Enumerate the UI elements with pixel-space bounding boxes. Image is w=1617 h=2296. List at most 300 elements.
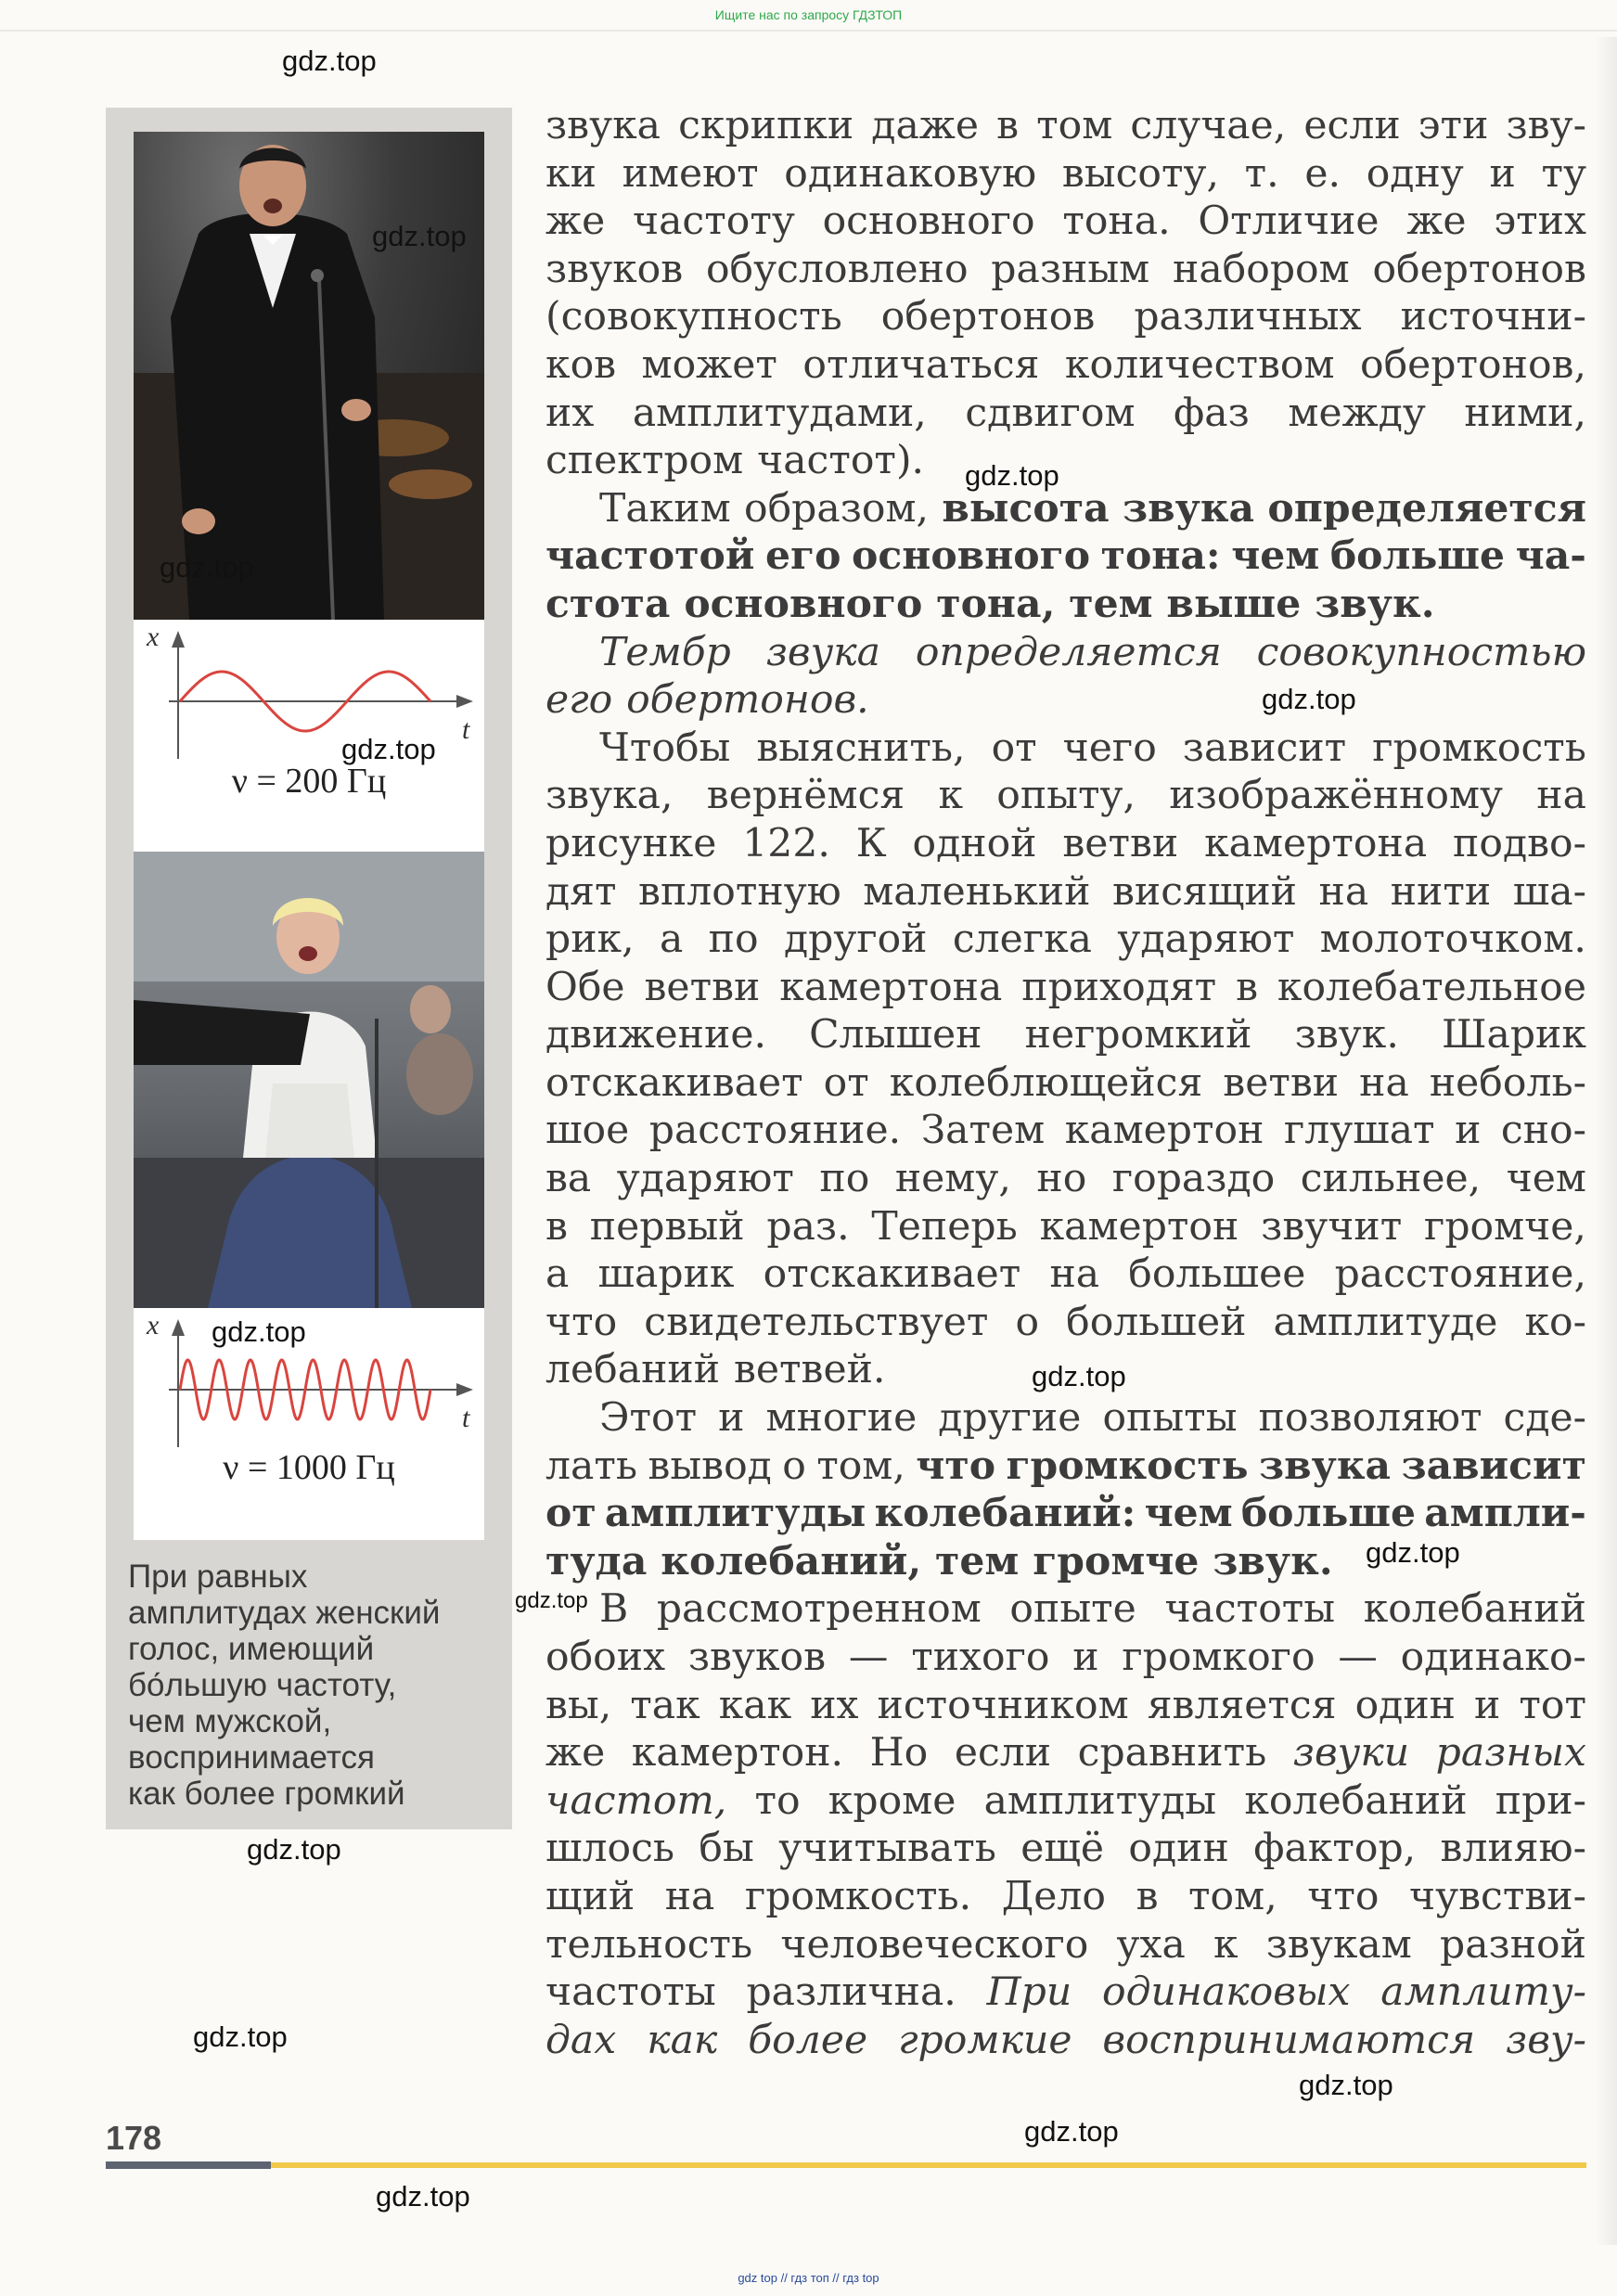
word: дят [545,868,617,915]
word: стота [545,580,671,627]
word: и [1489,150,1516,197]
text-line [545,868,1586,917]
word: первый [589,1203,745,1250]
word: спектром [545,438,744,484]
word: один [1128,1826,1229,1872]
word: колебательное [1277,964,1586,1010]
word: звука, [545,773,674,819]
watermark: gdz.top [1024,2115,1119,2148]
word: большее [1128,1251,1306,1298]
word: камертон [1064,1108,1264,1154]
text-line [545,532,1586,581]
footer-bar-dark [106,2161,271,2169]
word: том, [1188,1873,1277,1919]
word: отскакивает [763,1251,1021,1298]
text-line [545,1011,1586,1059]
word: т. [1244,150,1279,197]
word: ветвей. [733,1347,886,1393]
word: колеблющейся [889,1059,1203,1106]
text-line [545,916,1586,964]
text-line [545,725,1586,773]
word: большей [1066,1299,1247,1345]
word: нити [1390,868,1492,915]
word: колебаний, [661,1537,922,1584]
word: человеческого [780,1921,1089,1968]
word: о [782,1443,806,1489]
word: определяется [1267,484,1586,532]
watermark: gdz.top [376,2180,470,2213]
word: отличаться [802,341,1040,388]
word: ков [545,341,617,388]
footer-bar-gold [271,2162,1586,2168]
word: различна. [746,1969,956,2016]
text-line [545,1299,1586,1347]
x-axis-arrow [456,695,473,708]
word: звук. [1294,1012,1399,1058]
word: Отличие [1198,199,1380,245]
word: ча- [1515,532,1586,580]
watermark: gdz.top [247,1833,341,1866]
word: частотой [545,532,755,580]
page-number: 178 [106,2119,162,2157]
word: Теперь [871,1203,1018,1250]
word: может [641,341,777,388]
word: учитывать [778,1826,996,1872]
word: как [718,1682,792,1728]
word: шарик [597,1251,735,1298]
word: тона, [936,580,1056,627]
word: звуки [1292,1730,1410,1777]
word: основного [851,532,1091,580]
word: зависит [1182,725,1347,771]
word: же [1406,199,1467,245]
word: В [599,1586,629,1633]
word: обертонов [1372,246,1586,292]
word: камертона [1204,820,1428,866]
word: кроме [828,1777,956,1824]
word: громкого [1122,1635,1315,1680]
word: ветви [644,964,761,1010]
word: на [664,1873,715,1919]
word: частот). [757,438,925,484]
word: одну [1366,150,1464,197]
word: как [647,2017,718,2063]
word: громче [1033,1537,1200,1584]
female-singer-photo [134,852,484,1308]
word: дах [545,2017,617,2063]
word: тона. [1062,199,1171,245]
word: другие [938,1395,1082,1442]
word: частот, [545,1777,727,1824]
word: разных [1435,1730,1586,1777]
t-axis-label: t [462,714,470,745]
word: но [1036,1156,1087,1202]
word: же [545,199,606,245]
word: основного [822,199,1035,245]
word: амплитуды [604,1490,866,1537]
word: гораздо [1111,1156,1276,1202]
word: если [954,1730,1052,1777]
word: глушат [1283,1108,1435,1154]
word: Слышен [809,1012,982,1058]
word: ко- [1524,1299,1586,1345]
word: а [659,917,684,963]
text-line [545,1585,1586,1634]
word: в [1136,1873,1159,1919]
text-line [545,102,1586,150]
text-line [545,772,1586,820]
word: выше [1166,580,1302,627]
word: определяется [915,629,1222,675]
word: рисунке [545,820,717,866]
word: скрипки [678,103,854,148]
word: влияю- [1440,1826,1586,1872]
t-axis-label: t [462,1403,470,1433]
sine-graph-1000hz [134,1308,484,1540]
word: том [1036,103,1113,148]
word: ветви [1062,820,1179,866]
word: Обе [545,964,625,1010]
word: высота [942,484,1110,532]
word: амплиту- [1380,1969,1586,2016]
word: Но [869,1730,929,1777]
frequency-label-1000hz: ν = 1000 Гц [223,1448,395,1487]
word: звучит [1261,1203,1403,1250]
word: вывод [648,1443,772,1489]
word: громче, [1424,1203,1586,1250]
word: звука [765,629,880,675]
word: чего [1062,725,1157,771]
word: Чтобы [599,725,731,771]
word: тот [1519,1682,1586,1728]
text-line [545,198,1586,246]
word: камертона [779,964,1003,1010]
watermark: gdz.top [965,459,1059,492]
word: отскакивает [545,1059,803,1106]
word: звука [1122,484,1255,532]
top-divider [0,30,1617,32]
caption-line: бо́льшую частоту, [128,1667,397,1703]
word: тихого [911,1635,1050,1680]
main-text [545,102,1586,2064]
word: ша- [1512,868,1586,915]
word: звука [1258,1442,1392,1489]
word: различных [1134,294,1362,340]
text-line [545,1873,1586,1921]
word: шое [545,1108,630,1154]
word: является [1147,1682,1337,1728]
word: в [1236,964,1258,1010]
word: этих [1494,199,1586,245]
word: ту [1541,150,1586,197]
text-line [545,150,1586,199]
word: количеством [1064,341,1335,388]
word: одинаковую [784,150,1037,197]
word: раз. [766,1203,850,1250]
word: частоты [545,1969,716,2016]
text-line [545,1969,1586,2017]
figure-caption [128,1558,499,1812]
word: одинаковых [1102,1969,1351,2016]
word: рик, [545,917,635,963]
word: зву- [1506,2017,1586,2063]
word: источни- [1400,294,1586,340]
word: звуков [687,1635,827,1680]
word: к [1213,1921,1238,1968]
word: ещё [1020,1826,1105,1872]
caption-line: чем мужской, [128,1703,332,1739]
word: висящий [1111,868,1298,915]
word: их [545,390,595,436]
word: 122. [742,820,830,866]
watermark: gdz.top [282,45,377,77]
word: и [1455,1108,1482,1154]
word: сдвигом [965,390,1136,436]
word: образом, [743,485,930,532]
word: туда [545,1537,648,1584]
word: разным [991,246,1150,292]
word: же [545,1730,606,1777]
word: колебаний [1244,1777,1468,1824]
word: что [916,1442,996,1489]
word: более [748,2017,868,2063]
word: на [1318,868,1369,915]
word: обусловлено [705,246,969,292]
word: расстояние. [648,1108,902,1154]
word: звуков [545,246,684,292]
word: звукам [1265,1921,1412,1968]
word: воспринимаются [1102,2017,1476,2063]
word: камертон. [631,1730,844,1777]
word: вплотную [638,868,841,915]
text-line [545,2017,1586,2065]
word: и [718,1395,745,1442]
male-singer-photo [134,132,484,620]
word: что [545,1299,618,1345]
text-line [545,1777,1586,1826]
word: опыте [1009,1586,1136,1633]
word: обертонов, [1359,341,1586,388]
word: амплитуды [983,1777,1217,1824]
word: ампли- [1424,1490,1586,1537]
top-banner: Ищите нас по запросу ГДЗТОП [714,7,903,22]
word: том, [816,1443,905,1489]
caption-line: как более громкий [128,1776,405,1812]
word: Шарик [1442,1012,1586,1058]
word: — [1338,1635,1378,1680]
frequency-label-200hz: ν = 200 Гц [231,762,387,801]
text-line [545,1155,1586,1203]
text-line [545,581,1586,629]
caption-line: При равных [128,1558,308,1595]
watermark: gdz.top [1032,1360,1126,1392]
word: колебаний: [874,1490,1136,1537]
word: многие [765,1395,918,1442]
word: имеют [622,150,759,197]
word: ними, [1464,390,1586,436]
text-line [545,485,1586,533]
caption-line: голос, имеющий [128,1631,375,1667]
word: бы [699,1826,754,1872]
word: по [708,917,759,963]
word: а [545,1251,570,1298]
word: позволяют [1258,1395,1482,1442]
text-line [545,293,1586,341]
word: тельность [545,1921,753,1968]
word: больше [1329,532,1506,580]
text-line [545,820,1586,868]
text-line [545,437,1586,485]
word: колебаний [1363,1586,1586,1633]
word: негромкий [1024,1012,1252,1058]
word: чувстви- [1409,1873,1586,1919]
word: камертон [1039,1203,1239,1250]
word: разной [1439,1921,1586,1968]
word: при- [1495,1777,1586,1824]
word: высоту, [1061,150,1219,197]
text-line [545,1203,1586,1251]
word: опыты [1102,1395,1238,1442]
word: е. [1304,150,1341,197]
word: в [545,1203,568,1250]
watermark: gdz.top [160,551,254,584]
word: частоту [632,199,795,245]
text-line [545,1251,1586,1299]
word: К [855,820,887,866]
word: рассмотренном [656,1586,982,1633]
word: другой [783,917,928,963]
word: ударяют [1117,917,1295,963]
word: опыту, [996,773,1136,819]
word: выяснить, [756,725,966,771]
word: от [991,725,1037,771]
word: амплитуде [1273,1299,1498,1345]
word: При [986,1969,1072,2016]
word: зависит [1401,1442,1586,1489]
text-line [545,246,1586,294]
word: движение. [545,1012,766,1058]
word: приходят [1021,964,1217,1010]
word: Дело [1001,1873,1107,1919]
word: так [630,1682,700,1728]
word: сильнее, [1300,1156,1482,1202]
word: обоих [545,1635,666,1680]
word: Этот [599,1395,698,1442]
word: громкость [1006,1442,1249,1489]
word: лебаний [545,1347,721,1393]
word: щий [545,1873,635,1919]
word: расстояние, [1334,1251,1586,1298]
word: тона: [1100,532,1221,580]
word: набором [1173,246,1350,292]
word: неболь- [1429,1059,1586,1106]
text-line [545,676,1586,725]
word: маленький [863,868,1091,915]
word: частоты [1164,1586,1336,1633]
word: Таким [599,485,731,532]
word: на [1536,773,1586,819]
word: на [1359,1059,1409,1106]
word: источником [877,1682,1129,1728]
page-edge-shadow [1595,37,1617,2245]
watermark: gdz.top [1262,683,1356,715]
word: слегка [952,917,1092,963]
word: фактор, [1253,1826,1417,1872]
word: — [848,1635,889,1680]
word: и [1072,1635,1099,1680]
word: подво- [1453,820,1586,866]
word: уха [1116,1921,1186,1968]
word: одной [912,820,1037,866]
watermark: gdz.top [372,220,467,252]
word: основного [684,580,923,627]
word: чем [1144,1490,1233,1537]
word: амплитудами, [632,390,927,436]
text-line [545,964,1586,1012]
word: нему, [894,1156,1011,1202]
word: звук. [1315,580,1435,627]
word: между [1288,390,1426,436]
word: совокупностью [1256,629,1586,675]
word: изображённому [1169,773,1504,819]
word: молоточком. [1319,917,1586,963]
word: (совокупность [545,294,842,340]
text-line [545,1394,1586,1443]
watermark: gdz.top [212,1315,306,1348]
word: громкость [1372,725,1586,771]
word: ударяют [616,1156,794,1202]
word: чем [1506,1156,1586,1202]
text-line [545,1107,1586,1155]
word: шлось [545,1826,675,1872]
y-axis-arrow [172,1319,185,1336]
word: тем [1069,580,1153,627]
word: лать [545,1443,637,1489]
text-line [545,1634,1586,1682]
word: Затем [920,1108,1046,1154]
x-axis-arrow [456,1383,473,1396]
word: что [1307,1873,1380,1919]
word: Тембр [599,629,731,675]
word: один [1354,1682,1456,1728]
word: эти [1418,103,1489,148]
text-line [545,1490,1586,1538]
word: чем [1231,532,1320,580]
word: обертонов. [626,677,869,724]
word: свидетельствует [644,1299,989,1345]
watermark: gdz.top [1366,1536,1460,1569]
word: его [764,532,841,580]
bottom-banner: gdz top // гдз топ // гдз top [738,2271,879,2285]
text-line [545,390,1586,438]
text-line [545,1059,1586,1108]
word: о [1015,1299,1040,1345]
word: по [819,1156,870,1202]
word: тем [935,1537,1020,1584]
word: к [938,773,963,819]
word: в [996,103,1020,148]
word: зву- [1506,103,1586,148]
word: если [1303,103,1401,148]
word: вернёмся [706,773,905,819]
text-line [545,341,1586,390]
x-axis-label: x [147,622,160,652]
watermark: gdz.top [341,733,436,765]
word: звук. [1213,1537,1333,1584]
word: ва [545,1156,592,1202]
word: сно- [1500,1108,1586,1154]
word: на [1049,1251,1100,1298]
